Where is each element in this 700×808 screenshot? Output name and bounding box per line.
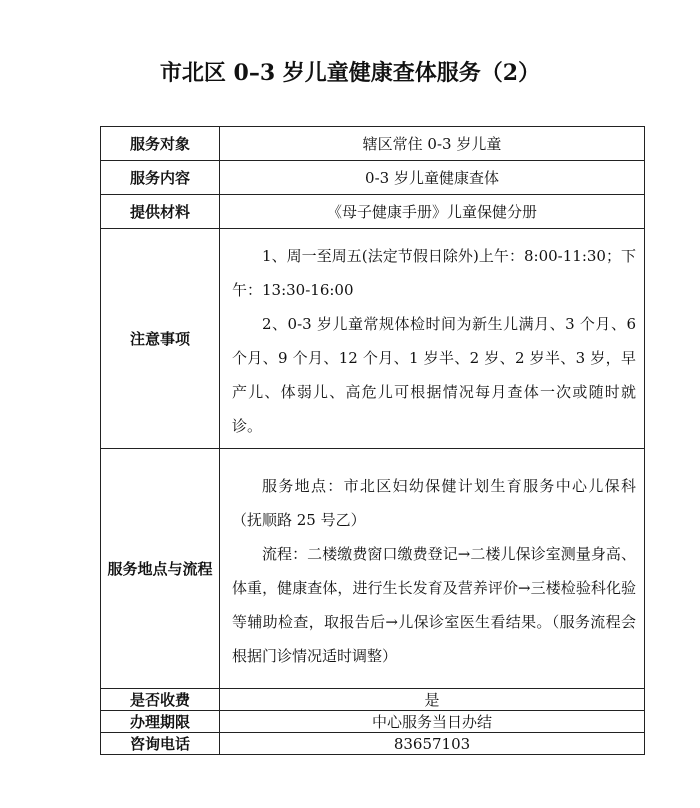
notes-paragraph-checkup-times: 2、0-3 岁儿童常规体检时间为新生儿满月、3 个月、6 个月、9 个月、12 个月、1 岁半、2 岁、2 岁半、3 岁，早产儿、体弱儿、高危儿可根据情况每月查体一次或随时就诊。 <box>232 314 636 435</box>
table-row <box>101 711 645 733</box>
row-value-materials: 《母子健康手册》儿童保健分册 <box>220 195 645 229</box>
table-row <box>101 733 645 755</box>
row-label-notes: 注意事项 <box>101 229 220 449</box>
row-value-period: 中心服务当日办结 <box>220 711 645 733</box>
row-label-location: 服务地点与流程 <box>101 449 220 689</box>
row-value-service-content: 0-3 岁儿童健康查体 <box>220 161 645 195</box>
row-value-fee: 是 <box>220 689 645 711</box>
table-row <box>101 229 645 449</box>
table-row <box>101 195 645 229</box>
service-info-table <box>100 126 645 755</box>
row-value-notes <box>220 229 645 449</box>
row-label-period: 办理期限 <box>101 711 220 733</box>
table-row <box>101 689 645 711</box>
row-value-service-target: 辖区常住 0-3 岁儿童 <box>220 127 645 161</box>
row-value-phone: 83657103 <box>220 733 645 755</box>
row-label-service-content: 服务内容 <box>101 161 220 195</box>
table-row <box>101 449 645 689</box>
table-row <box>101 161 645 195</box>
location-paragraph-address: 服务地点：市北区妇幼保健计划生育服务中心儿保科（抚顺路 25 号乙） <box>232 476 636 529</box>
row-label-phone: 咨询电话 <box>101 733 220 755</box>
notes-paragraph-hours: 1、周一至周五(法定节假日除外)上午：8:00-11:30；下午：13:30-16:00 <box>232 246 636 299</box>
row-label-service-target: 服务对象 <box>101 127 220 161</box>
location-paragraph-process: 流程：二楼缴费窗口缴费登记→二楼儿保诊室测量身高、体重，健康查体，进行生长发育及营养评价→三楼检验科化验等辅助检查，取报告后→儿保诊室医生看结果。（服务流程会根据门诊情况适时调整） <box>232 544 636 665</box>
row-label-materials: 提供材料 <box>101 195 220 229</box>
page-title: 市北区 0–3 岁儿童健康查体服务（2） <box>159 60 541 86</box>
table-row <box>101 127 645 161</box>
row-label-fee: 是否收费 <box>101 689 220 711</box>
row-value-location <box>220 449 645 689</box>
